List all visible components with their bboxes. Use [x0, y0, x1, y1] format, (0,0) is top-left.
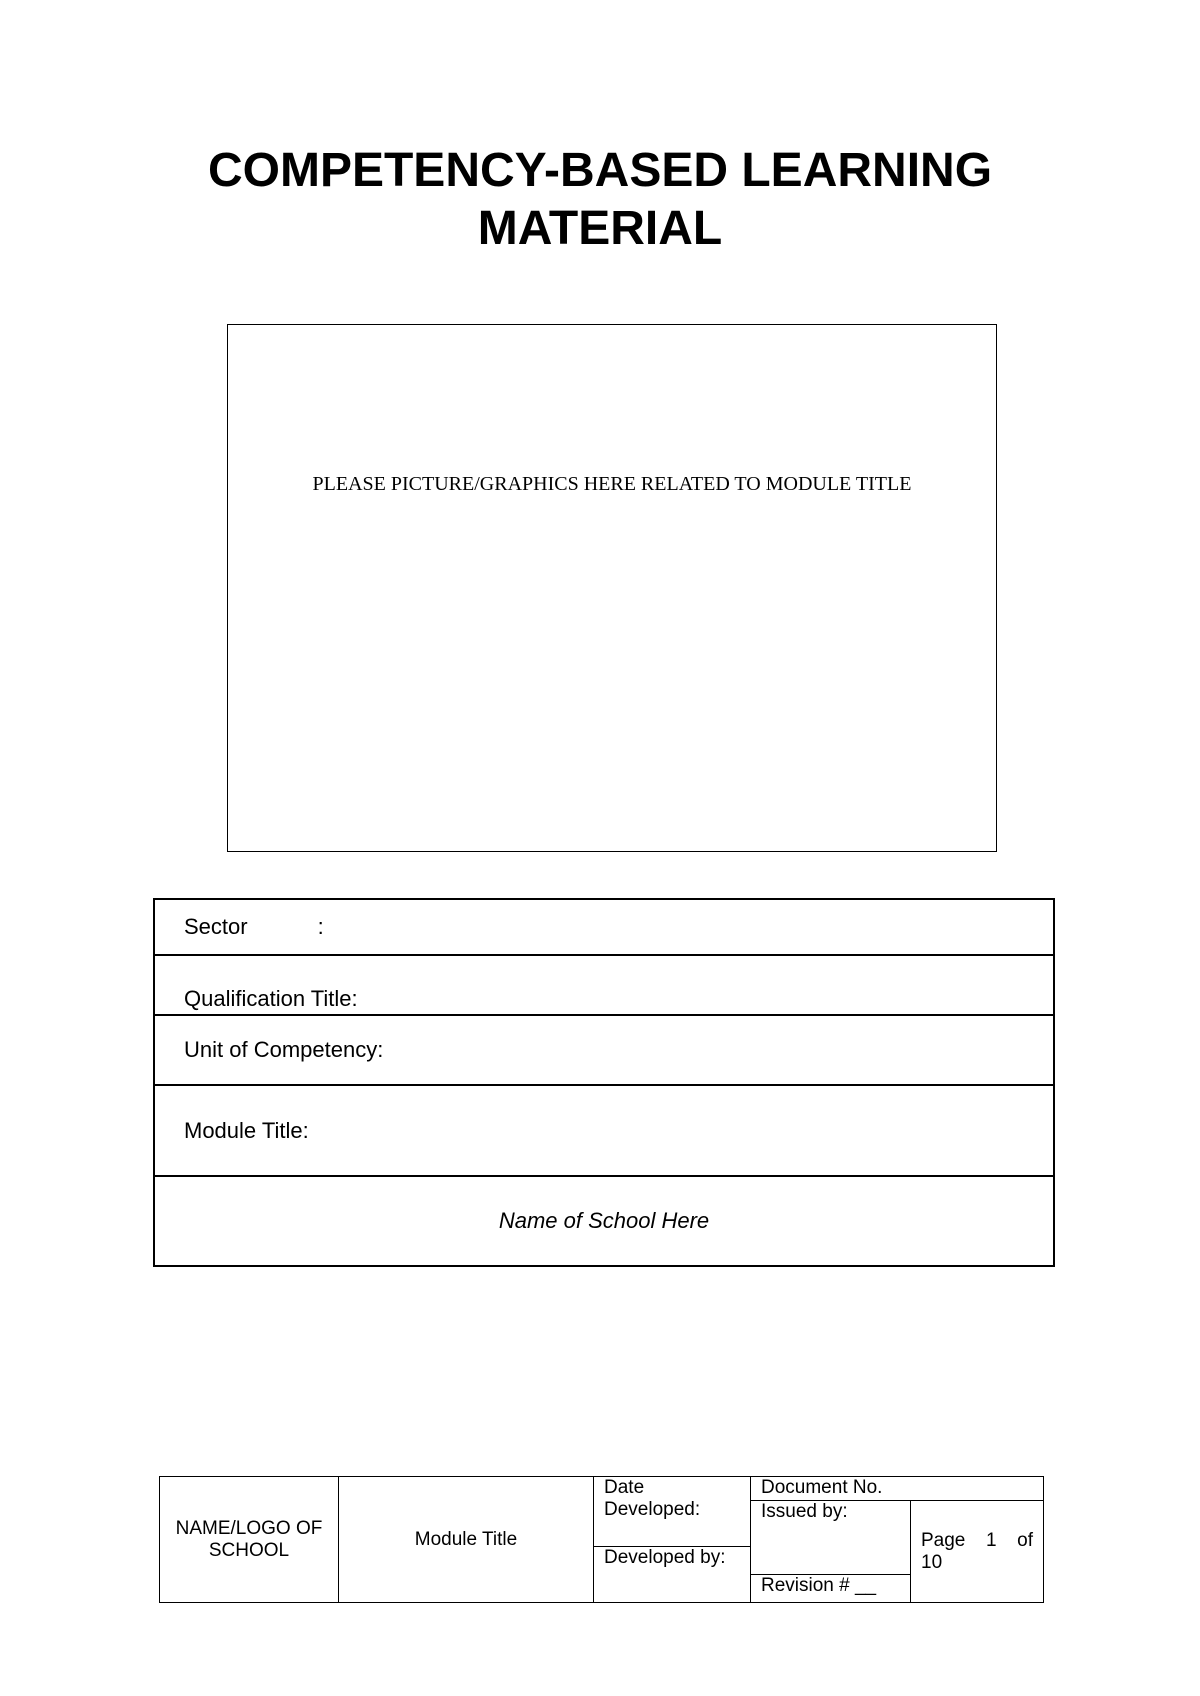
- qualification-row: [154, 955, 1054, 1015]
- footer-developed-by: Developed by:: [594, 1547, 751, 1603]
- module-row: [154, 1085, 1054, 1176]
- footer-name-logo: [160, 1477, 339, 1603]
- date-developed-line-1: Date: [604, 1477, 645, 1498]
- footer-table: [159, 1476, 1044, 1603]
- page-number: 1: [985, 1529, 997, 1551]
- footer-module-title: Module Title: [339, 1477, 594, 1603]
- date-developed-line-2: Developed:: [604, 1499, 701, 1520]
- school-row: [154, 1176, 1054, 1266]
- page-of: of: [1017, 1529, 1033, 1551]
- picture-placeholder-box: [227, 324, 997, 852]
- sector-row: [154, 899, 1054, 955]
- unit-row: [154, 1015, 1054, 1085]
- page-label: Page: [921, 1529, 966, 1551]
- title-line-1: COMPETENCY-BASED LEARNING: [207, 144, 993, 197]
- sector-cell: [154, 899, 1054, 955]
- module-info-table: [153, 898, 1055, 1267]
- unit-of-competency-label: Unit of Competency:: [154, 1015, 1054, 1085]
- sector-label: Sector: [184, 914, 248, 939]
- picture-placeholder-text: PLEASE PICTURE/GRAPHICS HERE RELATED TO MODULE TITLE: [312, 473, 912, 495]
- footer-page-info: [911, 1501, 1044, 1603]
- footer-revision: Revision # __: [751, 1575, 911, 1603]
- document-title: [0, 142, 1200, 258]
- name-logo-line-2: SCHOOL: [208, 1539, 290, 1561]
- footer-issued-by: Issued by:: [751, 1501, 911, 1575]
- qualification-label: Qualification Title:: [154, 955, 1054, 1015]
- footer-date-developed: [594, 1477, 751, 1547]
- sector-colon: :: [317, 914, 324, 939]
- page-total: 10: [921, 1551, 943, 1573]
- school-name: Name of School Here: [154, 1176, 1054, 1266]
- module-title-label: Module Title:: [154, 1085, 1054, 1176]
- name-logo-line-1: NAME/LOGO OF: [175, 1517, 323, 1539]
- title-line-2: MATERIAL: [477, 202, 723, 255]
- footer-document-no: Document No.: [751, 1477, 1044, 1501]
